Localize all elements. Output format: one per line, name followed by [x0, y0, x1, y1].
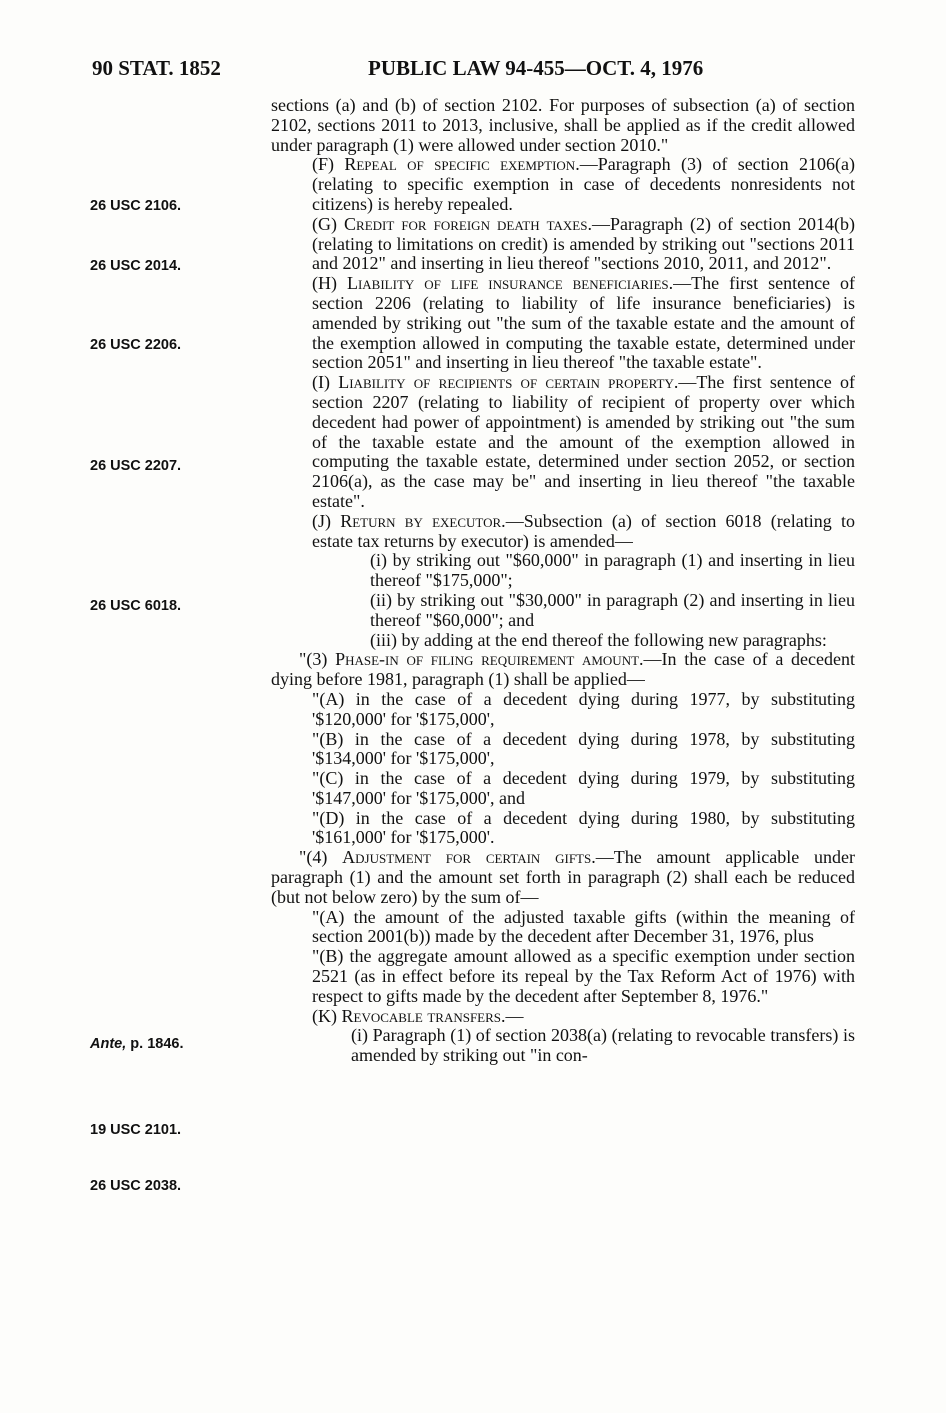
subparagraph-k: (K) Revocable transfers.—: [312, 1005, 524, 1026]
margin-note: 26 USC 2038.: [90, 1178, 182, 1194]
margin-note: 26 USC 2206.: [90, 337, 182, 353]
margin-note: 26 USC 2106.: [90, 198, 182, 214]
paragraph-4-a: "(A) the amount of the adjusted taxable gifts (within the meaning of section 2001(b)) made by the decedent after December 31, 1976, plus: [312, 906, 855, 947]
margin-note: 26 USC 6018.: [90, 598, 182, 614]
margin-note: 19 USC 2101.: [90, 1122, 182, 1138]
statute-text: [271, 96, 855, 1066]
stat-page-number: 90 STAT. 1852: [92, 56, 221, 80]
public-law-title: PUBLIC LAW 94-455—OCT. 4, 1976: [368, 56, 704, 80]
clause-j-ii: (ii) by striking out "$30,000" in paragraph (2) and inserting in lieu thereof "$60,000"; and: [370, 589, 855, 630]
margin-note-ante: [90, 1036, 183, 1052]
clause-j-i: (i) by striking out "$60,000" in paragraph (1) and inserting in lieu thereof "$175,000";: [370, 550, 855, 591]
paragraph-continuation: sections (a) and (b) of section 2102. For purposes of subsection (a) of section 2102, sections 2011 to 2013, inclusive, shall be applied as if the credit allowed under paragraph (1) were allowed under section 2010.": [271, 95, 855, 155]
paragraph-3: "(3) Phase-in of filing requirement amount.—In the case of a decedent dying before 1981, paragraph (1) shall be applied—: [271, 649, 856, 690]
subparagraph-f: (F) Repeal of specific exemption.—Paragraph (3) of section 2106(a) (relating to specific exemption in case of decedents nonresidents not citizens) is hereby repealed.: [312, 154, 855, 214]
clause-k-i: (i) Paragraph (1) of section 2038(a) (relating to revocable transfers) is amended by striking out "in con-: [351, 1025, 855, 1066]
subparagraph-g: (G) Credit for foreign death taxes.—Paragraph (2) of section 2014(b) (relating to limitations on credit) is amended by striking out "sections 2011 and 2012" and inserting in lieu thereof "sections 2010, 2011, and 2012".: [312, 213, 855, 274]
clause-j-iii: (iii) by adding at the end thereof the following new paragraphs:: [370, 629, 827, 650]
subparagraph-j: (J) Return by executor.—Subsection (a) of section 6018 (relating to estate tax returns by executor) is amended—: [312, 510, 855, 551]
subparagraph-h: (H) Liability of life insurance beneficiaries.—The first sentence of section 2206 (relating to liability of life insurance beneficiaries) is amended by striking out "the sum of the taxable estate and the amount of the exemption allowed in computing the taxable estate, determined under section 2051" and inserting in lieu thereof "the taxable estate".: [312, 273, 856, 373]
paragraph-4-b: "(B) the aggregate amount allowed as a specific exemption under section 2521 (as in effect before its repeal by the Tax Reform Act of 1976) with respect to gifts made by the decedent after September 8, 1976.": [312, 946, 855, 1006]
margin-note: 26 USC 2207.: [90, 458, 182, 474]
ante-label: Ante,: [90, 1036, 127, 1052]
margin-note: 26 USC 2014.: [90, 258, 182, 274]
subparagraph-i: (I) Liability of recipients of certain property.—The first sentence of section 2207 (relating to liability of recipient of property over which decedent had power of appointment) is amended by striking out "the sum of the taxable estate and the amount of the exemption allowed in computing the taxable estate, determined under section 2052, or section 2106(a), as the case may be" and inserting in lieu thereof "the taxable estate".: [312, 372, 856, 511]
running-header: [0, 56, 946, 82]
paragraph-3-a: "(A) in the case of a decedent dying during 1977, by substituting '$120,000' for '$175,000',: [312, 688, 855, 729]
ante-page: p. 1846.: [126, 1036, 184, 1052]
paragraph-3-d: "(D) in the case of a decedent dying during 1980, by substituting '$161,000' for '$175,000'.: [312, 807, 855, 848]
paragraph-3-b: "(B) in the case of a decedent dying during 1978, by substituting '$134,000' for '$175,000',: [312, 728, 855, 769]
paragraph-4: "(4) Adjustment for certain gifts.—The amount applicable under paragraph (1) and the amount set forth in paragraph (2) shall each be reduced (but not below zero) by the sum of—: [271, 847, 856, 907]
paragraph-3-c: "(C) in the case of a decedent dying during 1979, by substituting '$147,000' for '$175,000', and: [312, 768, 855, 808]
